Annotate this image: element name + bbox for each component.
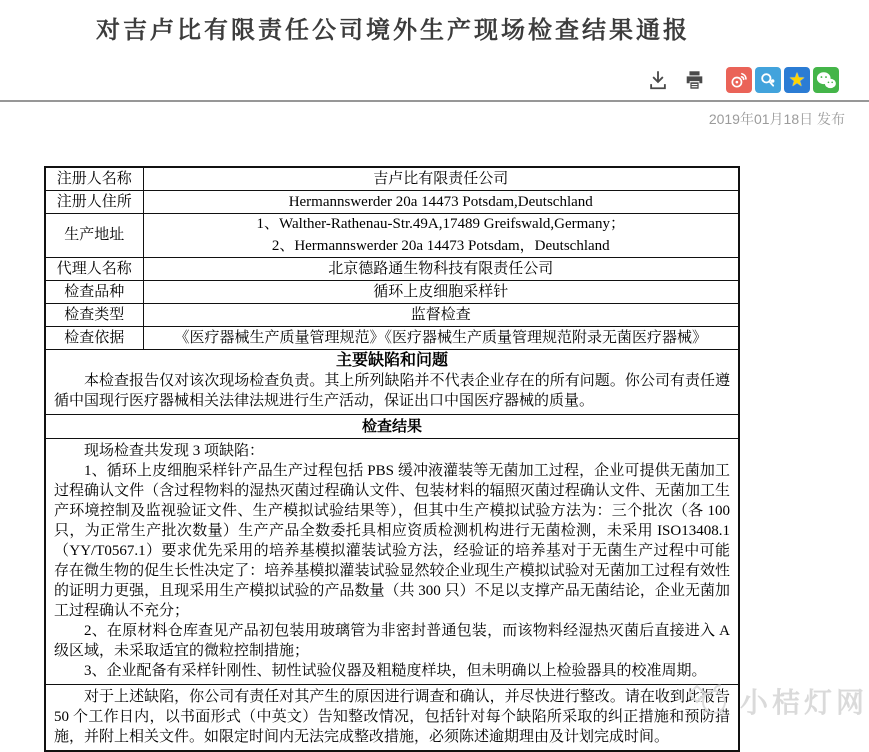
production-address-line-2: 2、Hermannswerder 20a 14473 Potsdam，Deutschland: [271, 237, 610, 254]
row-value: 循环上皮细胞采样针: [143, 281, 739, 304]
share-qzone-icon[interactable]: [784, 67, 810, 93]
row-value: 监督检查: [143, 304, 739, 327]
orange-lantern-icon: [684, 676, 734, 725]
table-row-results-heading: [45, 415, 739, 439]
table-row-inspection-basis: [45, 327, 739, 350]
row-value: 吉卢比有限责任公司: [143, 167, 739, 191]
row-label: 注册人住所: [45, 191, 143, 214]
table-row-conclusion: [45, 685, 739, 752]
watermark-text: 小桔灯网: [740, 686, 869, 718]
conclusion-paragraph: 对于上述缺陷，你公司有责任对其产生的原因进行调查和确认，并尽快进行整改。请在收到此报告 50 个工作日内，以书面形式（中英文）告知整改情况，包括针对每个缺陷所采取的纠正措施和预防措施，并附上相关文件。如限定时间内无法完成整改措施，必须陈述逾期理由及计划完成时间。: [54, 689, 730, 745]
finding-1: 1、循环上皮细胞采样针产品生产过程包括 PBS 缓冲液灌装等无菌加工过程，企业可提供无菌加工过程确认文件（含过程物料的湿热灭菌过程确认文件、包装材料的辐照灭菌过程确认文件、无菌加工生产环境控制及监视验证文件、生产模拟试验结果等），但其中生产模拟试验方法为：三个批次（各 100 只，为正常生产批次数量）生产产品全数委托具相应资质检测机构进行无菌检测，未采用 ISO13408.1（YY/T0567.1）要求优先采用的培养基模拟灌装试验方法，经验证的培养基对于无菌生产过程中可能存在微生物的促生长性决定了：培养基模拟灌装试验显然较企业现生产模拟试验对无菌加工过程有效性的证明力更强，且现采用生产模拟试验的产品数量（共 300 只）不足以支撑产品无菌结论，企业无菌加工过程确认不充分；: [54, 463, 730, 619]
row-value: 北京德路通生物科技有限责任公司: [143, 258, 739, 281]
finding-2: 2、在原材料仓库查见产品初包装用玻璃管为非密封普通包装，而该物料经湿热灭菌后直接进入 A 级区域，未采取适宜的微粒控制措施；: [54, 623, 730, 659]
table-row-defects-section: [45, 350, 739, 415]
table-row-agent-name: [45, 258, 739, 281]
row-value: Hermannswerder 20a 14473 Potsdam,Deutschland: [143, 191, 739, 214]
defects-section-heading: 主要缺陷和问题: [335, 352, 448, 369]
table-row-results-content: [45, 439, 739, 685]
table-row-registrant-address: [45, 191, 739, 214]
row-value: [143, 214, 739, 258]
defects-section-paragraph: 本检查报告仅对该次现场检查负责。其上所列缺陷并不代表企业存在的所有问题。你公司有责任遵循中国现行医疗器械相关法律法规进行生产活动，保证出口中国医疗器械的质量。: [54, 373, 730, 409]
print-icon[interactable]: [682, 68, 706, 92]
publish-date: 2019年01月18日 发布: [708, 111, 845, 127]
page-title: 对吉卢比有限责任公司境外生产现场检查结果通报: [96, 17, 690, 44]
share-tencent-weibo-icon[interactable]: [755, 67, 781, 93]
results-intro: 现场检查共发现 3 项缺陷：: [84, 443, 265, 459]
table-row-inspected-product: [45, 281, 739, 304]
production-address-line-1: 1、Walther-Rathenau-Str.49A,17489 Greifswald,Germany；: [256, 216, 625, 232]
row-label: 检查依据: [45, 327, 143, 350]
share-weibo-icon[interactable]: [726, 67, 752, 93]
table-row-production-address: [45, 214, 739, 258]
row-label: 代理人名称: [45, 258, 143, 281]
star-icon: ★: [788, 69, 806, 91]
defects-section-cell: [45, 350, 739, 415]
share-wechat-icon[interactable]: [813, 67, 839, 93]
row-label: 生产地址: [45, 214, 143, 258]
finding-3: 3、企业配备有采样针刚性、韧性试验仪器及粗糙度样块，但未明确以上检验器具的校准周期。: [84, 663, 707, 679]
row-value: 《医疗器械生产质量管理规范》《医疗器械生产质量管理规范附录无菌医疗器械》: [143, 327, 739, 350]
inspection-report-table: [44, 166, 740, 752]
header-divider: [0, 100, 869, 102]
results-section-heading: 检查结果: [45, 415, 739, 439]
row-label: 注册人名称: [45, 167, 143, 191]
download-icon[interactable]: [646, 68, 670, 92]
table-row-registrant-name: [45, 167, 739, 191]
row-label: 检查类型: [45, 304, 143, 327]
conclusion-cell: [45, 685, 739, 752]
row-label: 检查品种: [45, 281, 143, 304]
table-row-inspection-type: [45, 304, 739, 327]
results-content-cell: [45, 439, 739, 685]
watermark: [684, 676, 868, 725]
toolbar: [634, 67, 839, 93]
